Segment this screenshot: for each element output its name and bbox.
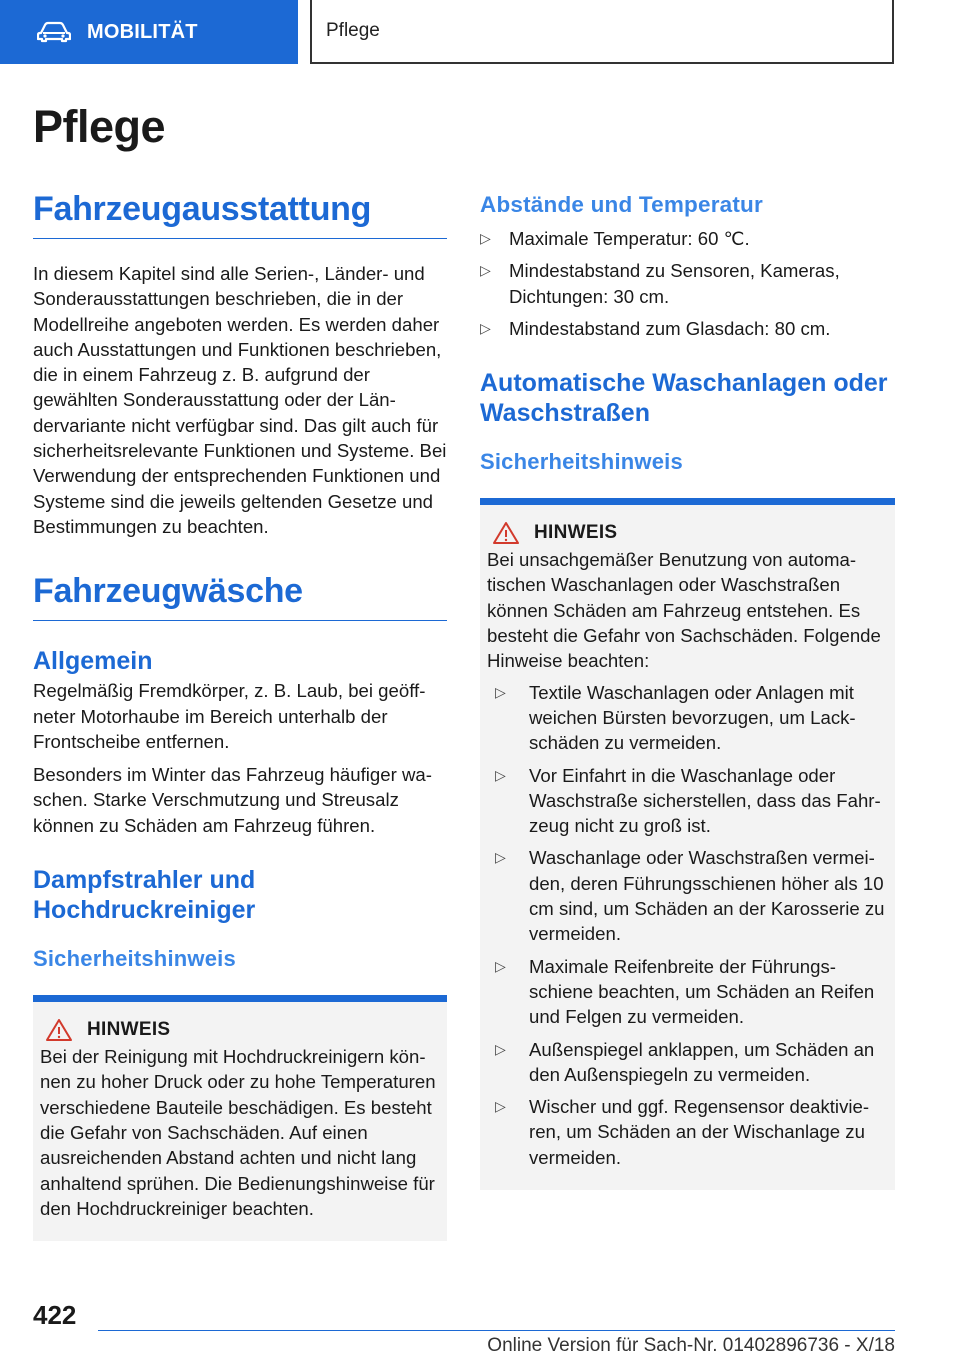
notice-text: Bei unsachgemäßer Benutzung von automatischen Waschanlagen oder Waschstraßen können Schäden am Fahrzeug entstehen. Es besteht die Gefahr von Sachschäden. Folgende Hinweise beachten: xyxy=(487,549,881,672)
warning-icon xyxy=(45,1018,73,1042)
list-item: ▷ Waschanlage oder Waschstraßen vermeiden, deren Führungsschienen höher als 10 cm sind, um Schäden an der Karosserie zu vermeiden. xyxy=(495,847,885,945)
bullet-triangle-icon: ▷ xyxy=(480,262,491,279)
paragraph-allgemein-1: Regelmäßig Fremdkörper, z. B. Laub, bei geöffneter Motorhaube im Bereich unterhalb der Frontscheibe entfernen. xyxy=(33,680,426,752)
footer-version-text: Online Version für Sach-Nr. 01402896736 - X/18 xyxy=(487,1335,895,1356)
footer-divider xyxy=(98,1330,895,1331)
paragraph-allgemein-2: Besonders im Winter das Fahrzeug häufiger waschen. Starke Verschmutzung und Streusalz können zu Schäden am Fahrzeug führen. xyxy=(33,764,432,836)
bullet-triangle-icon: ▷ xyxy=(495,1040,506,1057)
bullet-triangle-icon: ▷ xyxy=(495,683,506,700)
list-item: ▷ Wischer und ggf. Regensensor deaktivieren, um Schäden an der Wischanlage zu vermeiden. xyxy=(495,1096,870,1168)
list-item: ▷ Vor Einfahrt in die Waschanlage oder Waschstraße sicherstellen, dass das Fahrzeug nicht zu groß ist. xyxy=(495,764,881,837)
notice-header xyxy=(487,521,887,545)
notice-box-left xyxy=(33,995,447,1241)
list-item: ▷ Mindestabstand zu Sensoren, Kameras, Dichtungen: 30 cm. xyxy=(480,260,840,307)
list-item: ▷ Außenspiegel anklappen, um Schäden an den Außenspiegeln zu vermeiden. xyxy=(495,1038,875,1085)
notice-box-right xyxy=(480,498,895,1190)
notice-title: HINWEIS xyxy=(534,522,618,544)
notice-list xyxy=(495,680,887,1170)
warning-icon xyxy=(492,521,520,545)
heading-sicherheitshinweis-right: Sicherheitshinweis xyxy=(480,449,683,475)
section-label: MOBILITÄT xyxy=(87,20,198,43)
page-title: Pflege xyxy=(33,101,166,152)
heading-fahrzeugwaesche: Fahrzeugwäsche xyxy=(33,572,447,621)
bullet-triangle-icon: ▷ xyxy=(480,319,491,336)
bullet-triangle-icon: ▷ xyxy=(495,849,506,866)
heading-dampfstrahler: Dampfstrahler und Hochdruckreiniger xyxy=(33,866,256,925)
bullet-triangle-icon: ▷ xyxy=(480,230,491,246)
chapter-tab[interactable] xyxy=(310,0,894,64)
list-item: ▷ Maximale Reifenbreite der Führungsschiene beachten, um Schäden an Reifen und Felgen zu vermeiden. xyxy=(495,955,875,1028)
abstaende-list xyxy=(480,226,895,341)
heading-abstaende: Abstände und Temperatur xyxy=(480,192,763,217)
heading-sicherheitshinweis-left: Sicherheitshinweis xyxy=(33,946,236,972)
heading-automatische-waschanlagen: Automatische Waschanlagen oder Waschstraßen xyxy=(480,369,888,428)
list-item: ▷ Maximale Temperatur: 60 ℃. xyxy=(480,226,895,251)
chapter-label: Pflege xyxy=(326,20,380,41)
section-tab[interactable] xyxy=(0,0,298,64)
list-item: ▷ Mindestabstand zum Glasdach: 80 cm. xyxy=(480,316,895,341)
right-column xyxy=(480,192,895,1190)
car-icon xyxy=(37,21,71,43)
paragraph-ausstattung: In diesem Kapitel sind alle Serien-, Länder- und Sonderausstattungen beschrieben, die in der Modellreihe angeboten werden. Es werden daher auch Ausstattungen und Funktionen beschrieben, die in einem Fahrzeug z. B. aufgrund der gewählten Sonderausstattung oder der Ländervariante nicht verfügbar sind. Das gilt auch für sicherheitsrelevante Funktionen und Systeme. Bei Verwendung der entsprechenden Funktionen und Systeme sind die jeweils geltenden Gesetze und Bestimmungen zu beachten. xyxy=(33,263,447,537)
heading-allgemein: Allgemein xyxy=(33,647,153,676)
bullet-triangle-icon: ▷ xyxy=(495,957,506,974)
notice-header xyxy=(40,1018,439,1042)
left-column xyxy=(33,190,447,1241)
notice-title: HINWEIS xyxy=(87,1019,171,1041)
list-item: ▷ Textile Waschanlagen oder Anlagen mit weichen Bürsten bevorzugen, um Lackschäden zu vermeiden. xyxy=(495,681,856,754)
page-number: 422 xyxy=(33,1300,77,1330)
notice-text: Bei der Reinigung mit Hochdruckreinigern können zu hoher Druck oder zu hohe Temperaturen verschiedene Bauteile beschädigen. Es besteht die Gefahr von Sachschäden. Auf einen ausreichenden Abstand achten und nicht lang anhaltend sprühen. Die Bedienungshinweise für den Hochdruckreiniger beachten. xyxy=(40,1046,436,1219)
bullet-triangle-icon: ▷ xyxy=(495,766,506,783)
heading-fahrzeugausstattung: Fahrzeugausstattung xyxy=(33,190,447,239)
bullet-triangle-icon: ▷ xyxy=(495,1098,506,1115)
